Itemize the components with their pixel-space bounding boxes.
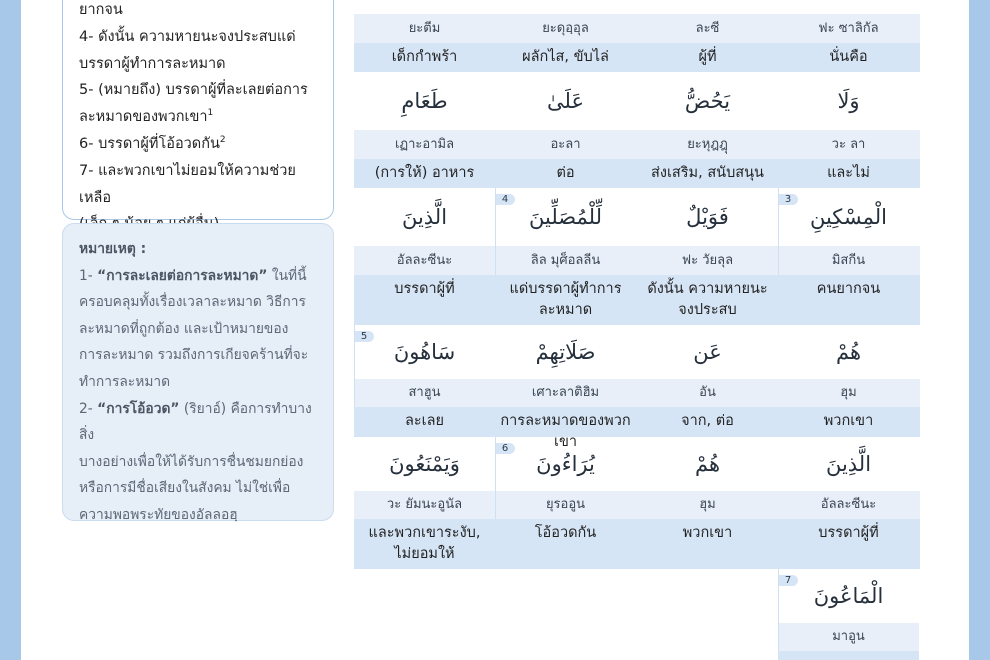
thai-meaning bbox=[778, 163, 919, 184]
meaning-line: พวกเขา bbox=[682, 525, 733, 541]
thai-meaning bbox=[354, 523, 495, 565]
meaning-line: นั่นคือ bbox=[829, 49, 868, 65]
transliteration: สาฮูน bbox=[408, 385, 441, 400]
translation-line-text: 6- บรรดาผู้ที่โอ้อวดกัน bbox=[79, 135, 220, 152]
thai-meaning bbox=[495, 163, 636, 184]
arabic-text: سَاهُونَ bbox=[393, 340, 456, 364]
meaning-line: ดังนั้น ความหายนะ bbox=[647, 281, 768, 297]
arabic-word[interactable] bbox=[637, 437, 778, 491]
meaning-line: เด็กกำพร้า bbox=[391, 49, 458, 65]
thai-meaning bbox=[778, 279, 919, 300]
note-line: ความพอพระทัยของอัลลอฮฺ bbox=[79, 506, 238, 523]
thai-meaning bbox=[495, 279, 636, 321]
meaning-line: การละหมาดของพวกเขา bbox=[500, 413, 631, 450]
arabic-word[interactable] bbox=[778, 437, 919, 491]
arabic-text: الْمَاعُونَ bbox=[813, 584, 884, 608]
notes-box bbox=[62, 223, 334, 521]
verse-number-badge: 3 bbox=[778, 194, 798, 205]
meaning-line: (การให้) อาหาร bbox=[374, 165, 475, 181]
translation-line: 4- ดังนั้น ความหายนะจงประสบแด่ bbox=[79, 28, 296, 45]
arabic-word[interactable] bbox=[778, 325, 919, 379]
arabic-word[interactable] bbox=[495, 188, 636, 246]
meaning-line: จาก, ต่อ bbox=[681, 413, 734, 429]
meaning-line: บรรดาผู้ที่ bbox=[394, 281, 455, 297]
arabic-word[interactable] bbox=[637, 188, 778, 246]
thai-meaning bbox=[354, 279, 495, 300]
meaning-line: บรรดาผู้ที่ bbox=[818, 525, 879, 541]
arabic-word[interactable] bbox=[778, 188, 919, 246]
translation-line bbox=[79, 104, 319, 131]
arabic-text: يَحُضُّ bbox=[684, 89, 731, 113]
thai-meaning bbox=[637, 411, 778, 432]
thai-meaning bbox=[637, 279, 778, 321]
thai-meaning bbox=[778, 523, 919, 544]
meaning-line: และไม่ bbox=[827, 165, 870, 181]
thai-meaning bbox=[354, 163, 495, 184]
arabic-word[interactable] bbox=[495, 437, 636, 491]
note-line: ทำการละหมาด bbox=[79, 373, 171, 390]
meaning-line: ไม่ยอมให้ bbox=[394, 546, 455, 562]
meaning-line: จงประสบ bbox=[678, 302, 737, 318]
transliteration: ฮุม bbox=[840, 385, 857, 400]
transliteration: มาอูน bbox=[832, 629, 865, 644]
verse-number-badge: 4 bbox=[495, 194, 515, 205]
translation-line: บรรดาผู้ทำการละหมาด bbox=[79, 55, 226, 72]
verse-number-badge: 7 bbox=[778, 575, 798, 586]
translation-box bbox=[62, 0, 334, 220]
meaning-line: ผลักไส, ขับไล่ bbox=[522, 49, 609, 65]
meaning-line: ผู้ที่ bbox=[698, 49, 717, 65]
meaning-band bbox=[778, 651, 919, 660]
transliteration: ยะหุฎฎุ bbox=[687, 137, 728, 152]
meaning-line: คนยากจน bbox=[816, 281, 881, 297]
word-grid bbox=[354, 0, 920, 660]
transliteration: อะลา bbox=[550, 137, 581, 152]
arabic-text: هُمْ bbox=[835, 340, 862, 364]
thai-meaning bbox=[778, 47, 919, 68]
arabic-text: طَعَامِ bbox=[401, 89, 448, 113]
verse-number-badge: 6 bbox=[495, 443, 515, 454]
arabic-word[interactable] bbox=[354, 325, 495, 379]
transliteration: ลิล มุศ็อลลีน bbox=[530, 253, 601, 268]
translation-line bbox=[79, 131, 319, 158]
thai-meaning bbox=[637, 523, 778, 544]
arabic-word[interactable] bbox=[495, 72, 636, 130]
note-1-term: “การละเลยต่อการละหมาด” bbox=[97, 267, 268, 284]
note-line: บางอย่างเพื่อให้ได้รับการชื่นชมยกย่อง bbox=[79, 453, 304, 470]
notes-title: หมายเหตุ : bbox=[79, 241, 147, 257]
arabic-text: فَوَيْلٌ bbox=[686, 205, 729, 229]
thai-meaning bbox=[637, 163, 778, 184]
arabic-word[interactable] bbox=[354, 188, 495, 246]
transliteration: ฟะ ซาลิกัล bbox=[818, 21, 879, 36]
arabic-text: صَلَاتِهِمْ bbox=[535, 340, 596, 364]
verse-number-badge: 5 bbox=[354, 331, 374, 342]
note-line: ละหมาดที่ถูกต้อง และเป้าหมายของ bbox=[79, 320, 289, 337]
arabic-word[interactable] bbox=[637, 72, 778, 130]
transliteration: ฟะ วัยลุล bbox=[681, 253, 734, 268]
footnote-ref[interactable]: 1 bbox=[207, 108, 214, 119]
thai-meaning bbox=[778, 411, 919, 432]
arabic-text: هُمْ bbox=[694, 452, 721, 476]
meaning-line: ส่งเสริม, สนับสนุน bbox=[651, 165, 764, 181]
page bbox=[21, 0, 969, 660]
arabic-word[interactable] bbox=[354, 437, 495, 491]
footnote-ref[interactable]: 2 bbox=[219, 135, 226, 146]
arabic-text: الَّذِينَ bbox=[825, 452, 872, 476]
arabic-word[interactable] bbox=[354, 72, 495, 130]
note-line: หรือการมีชื่อเสียงในสังคม ไม่ใช่เพื่อ bbox=[79, 480, 291, 497]
transliteration: อัน bbox=[699, 385, 716, 400]
transliteration: วะ ลา bbox=[831, 137, 866, 152]
thai-meaning bbox=[354, 411, 495, 432]
translation-line: 5- (หมายถึง) บรรดาผู้ที่ละเลยต่อการ bbox=[79, 82, 308, 99]
note-line: การละหมาด รวมถึงการเกียจคร้านที่จะ bbox=[79, 347, 309, 364]
arabic-text: الَّذِينَ bbox=[401, 205, 448, 229]
transliteration: มิสกีน bbox=[831, 253, 866, 268]
meaning-line: และพวกเขาระงับ, bbox=[368, 525, 481, 541]
meaning-line: แด่บรรดาผู้ทำการ bbox=[509, 281, 622, 297]
arabic-text: عَلَىٰ bbox=[547, 89, 584, 113]
note-2: 2- “การโอ้อวด” (ริยาอ์) คือการทำบางสิ่ง bbox=[79, 400, 312, 444]
arabic-word[interactable] bbox=[495, 325, 636, 379]
note-1: 1- “การละเลยต่อการละหมาด” ในที่นี้ bbox=[79, 267, 307, 284]
transliteration: วะ ยัมนะอูนัล bbox=[386, 497, 463, 512]
arabic-text: الْمِسْكِينِ bbox=[809, 205, 888, 229]
transliteration: ยุรออูน bbox=[545, 497, 586, 512]
thai-meaning bbox=[637, 47, 778, 68]
meaning-line: โอ้อวดกัน bbox=[534, 525, 597, 541]
meaning-line: ต่อ bbox=[556, 165, 575, 181]
translation-line-text: ละหมาดของพวกเขา bbox=[79, 109, 208, 126]
thai-meaning bbox=[354, 47, 495, 68]
arabic-text: لِّلْمُصَلِّينَ bbox=[529, 205, 602, 229]
meaning-line: ละเลย bbox=[404, 413, 444, 429]
transliteration: เศาะลาติฮิม bbox=[531, 385, 600, 400]
note-2-term: “การโอ้อวด” bbox=[97, 400, 180, 417]
note-line: ครอบคลุมทั้งเรื่องเวลาละหมาด วิธีการ bbox=[79, 294, 306, 311]
meaning-line: พวกเขา bbox=[823, 413, 874, 429]
transliteration: อัลละซีนะ bbox=[820, 497, 877, 512]
arabic-text: عَن bbox=[693, 340, 722, 364]
arabic-word[interactable] bbox=[778, 72, 919, 130]
thai-meaning bbox=[495, 47, 636, 68]
transliteration: อัลละซีนะ bbox=[396, 253, 453, 268]
transliteration: ฮุม bbox=[699, 497, 716, 512]
arabic-text: يُرَاءُونَ bbox=[536, 452, 595, 476]
arabic-text: وَلَا bbox=[837, 89, 860, 113]
translation-line: 7- และพวกเขาไม่ยอมให้ความช่วยเหลือ bbox=[79, 162, 296, 206]
arabic-word[interactable] bbox=[778, 569, 919, 623]
transliteration: ยะดุอฺอุล bbox=[542, 21, 589, 36]
translation-line: ยากจน bbox=[79, 2, 123, 18]
arabic-word[interactable] bbox=[637, 325, 778, 379]
transliteration: ยะตีม bbox=[408, 21, 441, 36]
arabic-text: وَيَمْنَعُونَ bbox=[389, 452, 460, 476]
transliteration: เฏาะอามิล bbox=[394, 137, 455, 152]
thai-meaning bbox=[495, 523, 636, 544]
transliteration: ละซี bbox=[695, 21, 720, 36]
meaning-line: ละหมาด bbox=[538, 302, 593, 318]
